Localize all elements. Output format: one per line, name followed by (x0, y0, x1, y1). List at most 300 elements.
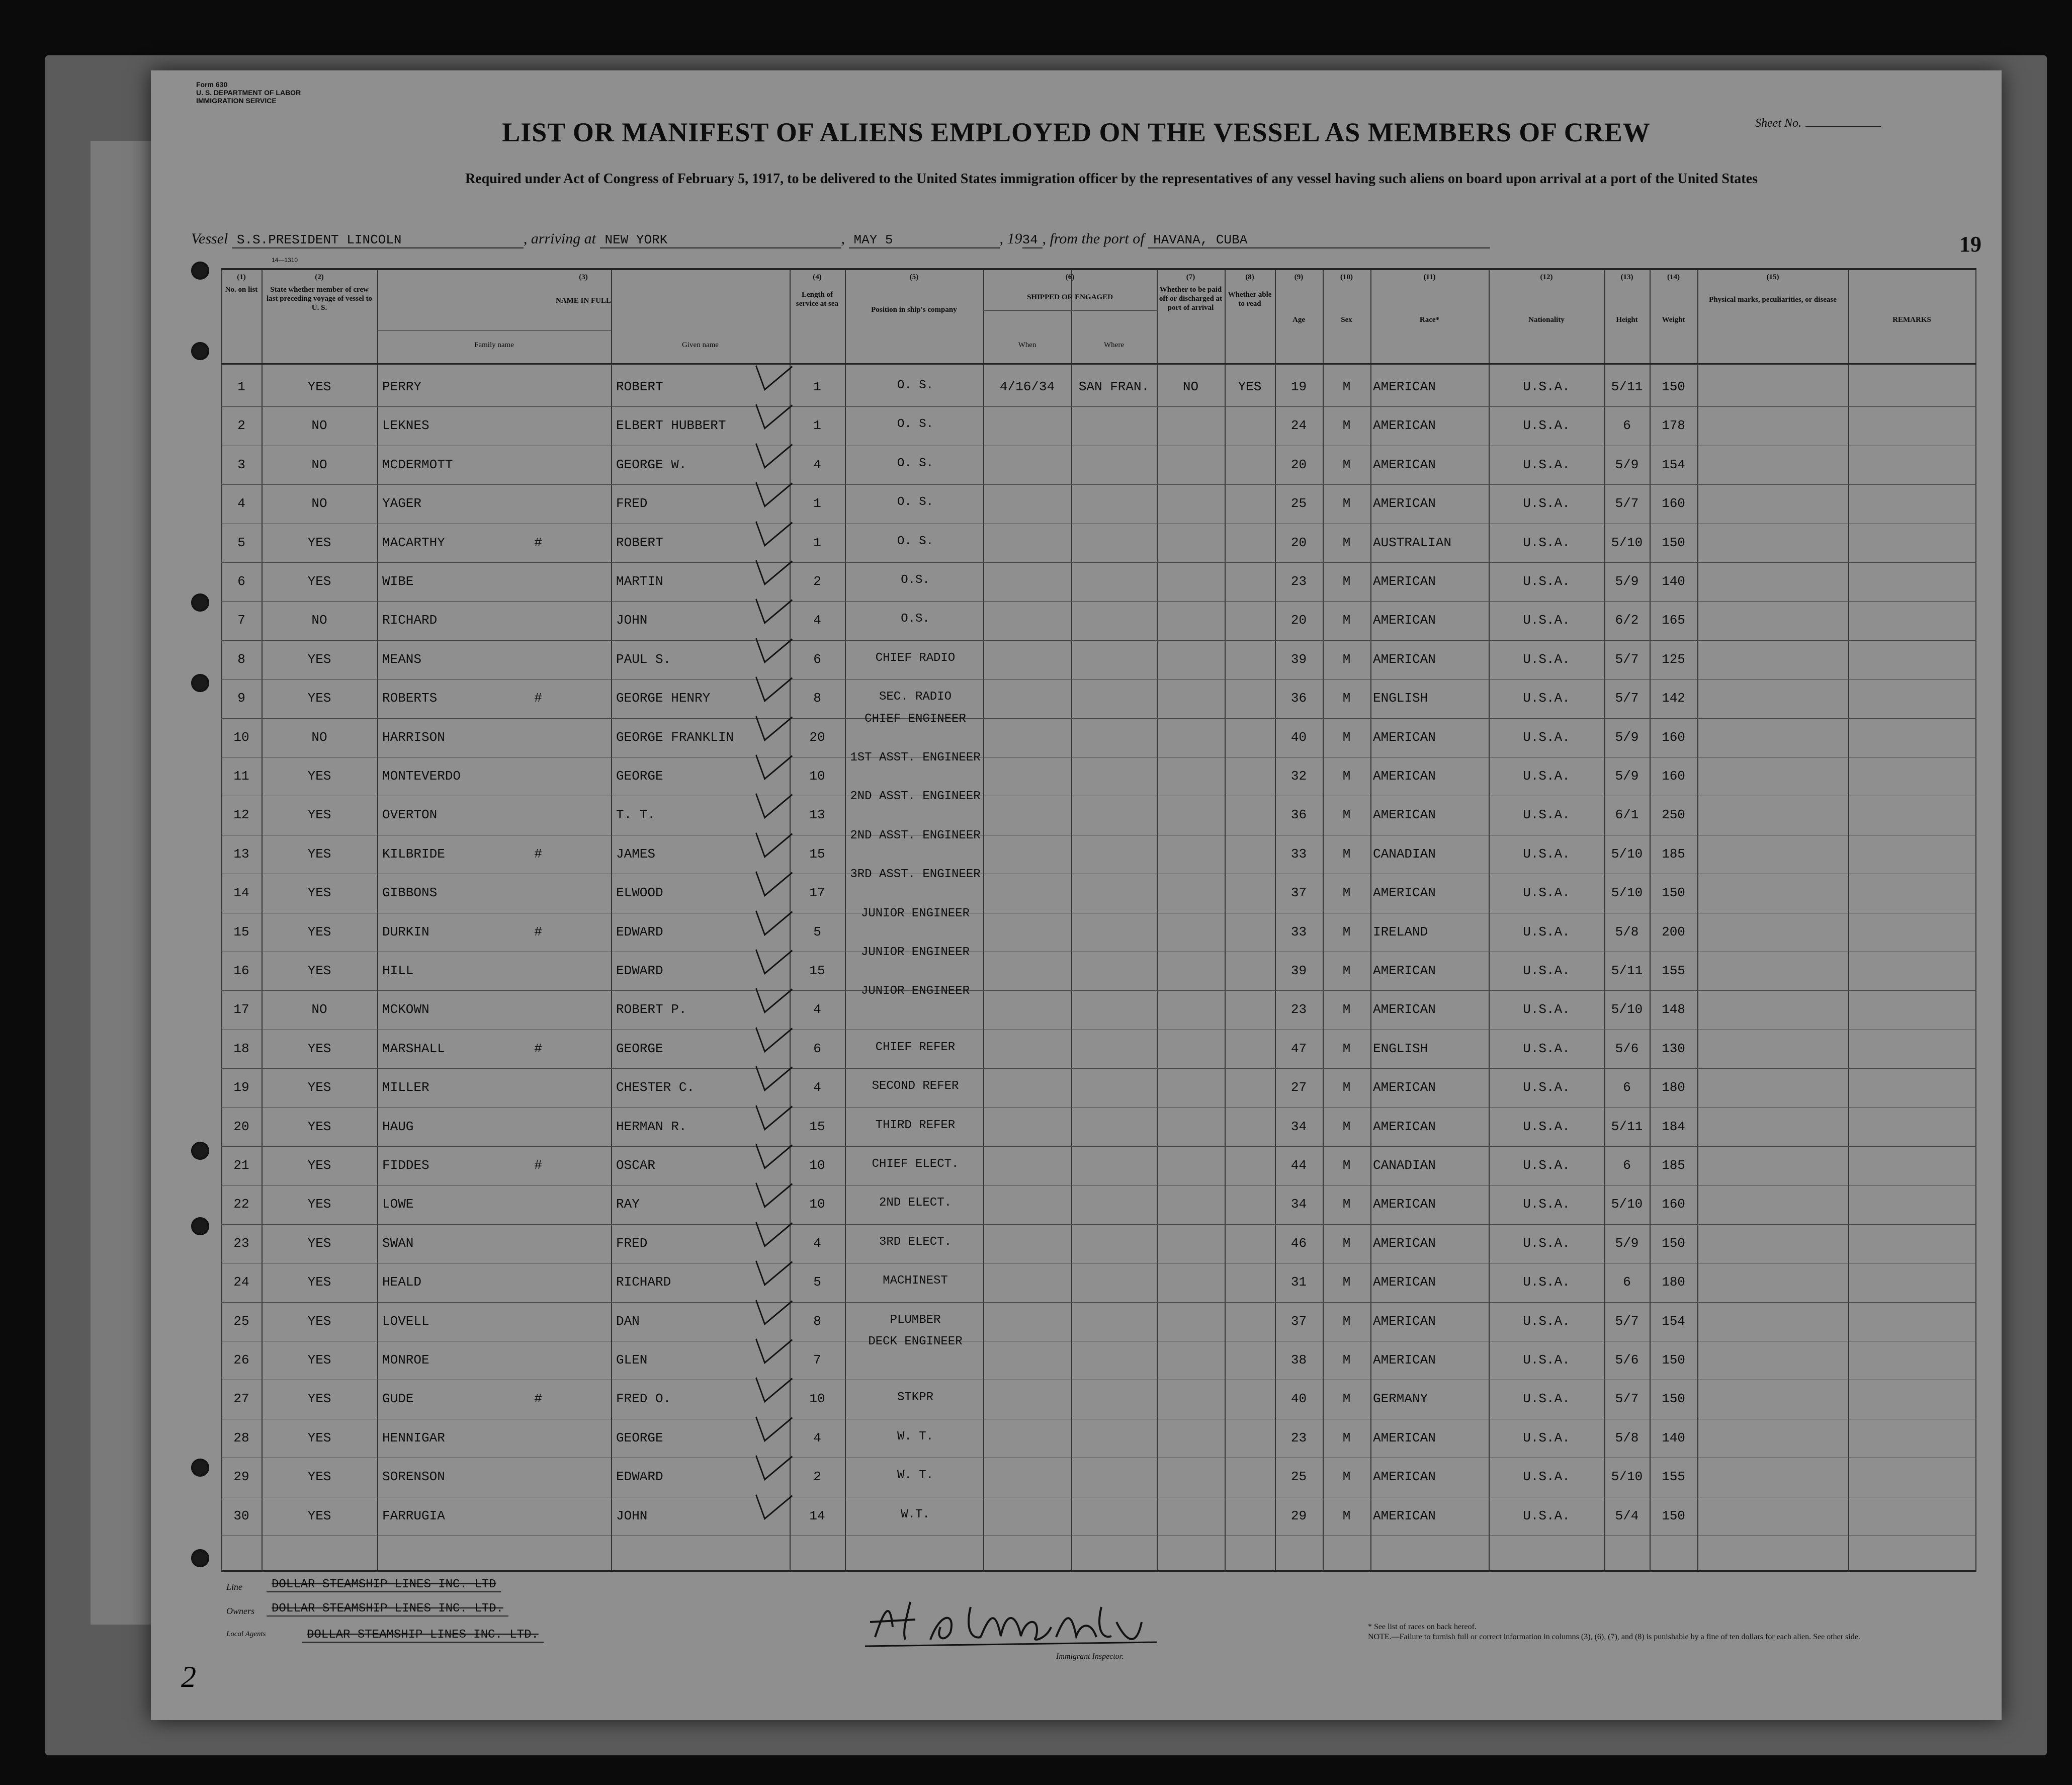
row-age: 23 (1290, 574, 1307, 589)
row-previous-voyage: YES (307, 651, 331, 667)
row-length-of-service: 1 (813, 379, 821, 394)
row-sex: M (1342, 807, 1351, 823)
row-height: 5/10 (1611, 535, 1643, 550)
row-position: SECOND REFER (872, 1079, 959, 1093)
row-race: AMERICAN (1373, 1430, 1436, 1446)
row-given-name: DAN (616, 1313, 640, 1329)
agents-label: Local Agents (226, 1630, 266, 1638)
row-weight: 180 (1662, 1080, 1685, 1095)
row-race: AMERICAN (1373, 1002, 1436, 1017)
row-nationality: U.S.A. (1523, 1352, 1570, 1368)
row-family-name: OVERTON (382, 807, 438, 823)
table-row (221, 751, 1976, 796)
row-position: W. T. (897, 1429, 933, 1443)
row-position: JUNIOR ENGINEER (860, 946, 970, 959)
row-sex: M (1342, 418, 1351, 434)
sheet-number: 19 (1959, 232, 1981, 257)
pencil-page-mark: 2 (181, 1660, 196, 1693)
row-position: DECK ENGINEER (868, 1335, 963, 1348)
row-length-of-service: 10 (809, 769, 825, 784)
row-position: O. S. (897, 379, 933, 392)
row-given-name: GLEN (616, 1352, 648, 1368)
row-age: 47 (1290, 1041, 1307, 1056)
row-age: 46 (1290, 1235, 1307, 1251)
table-row (221, 1497, 1976, 1536)
row-number: 11 (233, 769, 249, 784)
table-row (221, 790, 1976, 835)
year-prefix: 19 (1007, 230, 1022, 247)
form-identifier (196, 80, 301, 105)
row-previous-voyage: NO (311, 1002, 327, 1017)
line-value: DOLLAR STEAMSHIP LINES INC. LTD (267, 1578, 501, 1592)
row-weight: 130 (1662, 1041, 1685, 1056)
row-shipped-where: SAN FRAN. (1078, 379, 1150, 394)
table-row (221, 563, 1976, 602)
row-family-name: MILLER (382, 1080, 429, 1095)
row-height: 5/9 (1615, 457, 1639, 472)
row-age: 19 (1290, 379, 1307, 394)
row-height: 6 (1623, 1274, 1631, 1290)
row-nationality: U.S.A. (1523, 574, 1570, 589)
row-length-of-service: 5 (813, 1274, 821, 1290)
agents-value: DOLLAR STEAMSHIP LINES INC. LTD. (302, 1628, 544, 1643)
line-label: Line (226, 1582, 243, 1592)
row-family-name: ROBERTS (382, 691, 438, 706)
row-position: PLUMBER (890, 1313, 941, 1327)
col-13-number: (13) (1620, 273, 1633, 281)
table-row (221, 1263, 1976, 1302)
inspector-signature (855, 1592, 1167, 1652)
row-position: 2ND ASST. ENGINEER (850, 828, 981, 842)
row-mark: # (534, 535, 542, 550)
row-position: THIRD REFER (875, 1118, 956, 1132)
row-family-name: GUDE (382, 1391, 414, 1407)
row-previous-voyage: YES (307, 691, 331, 706)
row-age: 31 (1290, 1274, 1307, 1290)
row-family-name: HENNIGAR (382, 1430, 445, 1446)
row-family-name: HEALD (382, 1274, 422, 1290)
row-weight: 178 (1662, 418, 1685, 434)
row-paid-off: NO (1182, 379, 1199, 394)
col-weight: Weight (1662, 316, 1685, 324)
row-given-name: RICHARD (616, 1274, 671, 1290)
row-nationality: U.S.A. (1523, 1041, 1570, 1056)
row-given-name: ROBERT (616, 535, 663, 550)
row-sex: M (1342, 1430, 1351, 1446)
row-number: 9 (237, 691, 245, 706)
col-previous-voyage: State whether member of crew last preceding voyage of vessel to U. S. (266, 286, 373, 312)
row-weight: 180 (1662, 1274, 1685, 1290)
row-sex: M (1342, 1041, 1351, 1056)
row-number: 29 (233, 1469, 249, 1485)
manifest-footer (151, 1572, 2002, 1718)
table-row (221, 1225, 1976, 1263)
row-age: 40 (1290, 729, 1307, 745)
row-nationality: U.S.A. (1523, 1508, 1570, 1523)
row-nationality: U.S.A. (1523, 1158, 1570, 1173)
row-height: 6 (1623, 1158, 1631, 1173)
binder-hole (191, 1217, 209, 1235)
vessel-label: Vessel (191, 230, 228, 247)
row-position: CHIEF ELECT. (872, 1157, 959, 1171)
row-previous-voyage: NO (311, 496, 327, 512)
row-family-name: LOWE (382, 1197, 414, 1212)
col-family-name: Family name (474, 341, 514, 349)
col-12-number: (12) (1540, 273, 1553, 281)
row-previous-voyage: YES (307, 1352, 331, 1368)
row-family-name: YAGER (382, 496, 422, 512)
row-given-name: OSCAR (616, 1158, 656, 1173)
row-race: IRELAND (1373, 924, 1428, 940)
row-weight: 160 (1662, 729, 1685, 745)
row-height: 5/7 (1615, 496, 1639, 512)
row-weight: 200 (1662, 924, 1685, 940)
row-mark: # (534, 1041, 542, 1056)
row-height: 5/7 (1615, 1313, 1639, 1329)
row-height: 5/10 (1611, 1002, 1643, 1017)
row-race: AMERICAN (1373, 807, 1436, 823)
row-number: 5 (237, 535, 245, 550)
row-nationality: U.S.A. (1523, 963, 1570, 978)
row-mark: # (534, 1391, 542, 1407)
binder-hole (191, 1549, 209, 1567)
row-given-name: ROBERT P. (616, 1002, 687, 1017)
row-number: 3 (237, 457, 245, 472)
table-row (221, 984, 1976, 1030)
row-length-of-service: 10 (809, 1197, 825, 1212)
row-previous-voyage: YES (307, 769, 331, 784)
row-sex: M (1342, 885, 1351, 901)
row-weight: 150 (1662, 1235, 1685, 1251)
row-nationality: U.S.A. (1523, 651, 1570, 667)
row-mark: # (534, 691, 542, 706)
row-weight: 150 (1662, 535, 1685, 550)
inspector-label: Immigrant Inspector. (1056, 1652, 1124, 1661)
row-age: 44 (1290, 1158, 1307, 1173)
row-nationality: U.S.A. (1523, 1235, 1570, 1251)
form-number: Form 630 (196, 80, 228, 89)
row-number: 2 (237, 418, 245, 434)
row-nationality: U.S.A. (1523, 691, 1570, 706)
col-shipped-where: Where (1104, 341, 1124, 349)
row-height: 6/2 (1615, 613, 1639, 628)
row-previous-voyage: YES (307, 1391, 331, 1407)
row-length-of-service: 13 (809, 807, 825, 823)
table-row (221, 679, 1976, 718)
row-number: 16 (233, 963, 249, 978)
row-height: 5/6 (1615, 1041, 1639, 1056)
row-length-of-service: 20 (809, 729, 825, 745)
row-nationality: U.S.A. (1523, 1080, 1570, 1095)
row-height: 5/7 (1615, 1391, 1639, 1407)
row-previous-voyage: YES (307, 379, 331, 394)
row-length-of-service: 4 (813, 613, 821, 628)
row-race: CANADIAN (1373, 1158, 1436, 1173)
row-sex: M (1342, 535, 1351, 550)
row-position: 3RD ASST. ENGINEER (850, 868, 981, 882)
row-position: JUNIOR ENGINEER (860, 906, 970, 920)
row-weight: 185 (1662, 846, 1685, 862)
row-length-of-service: 2 (813, 574, 821, 589)
row-number: 25 (233, 1313, 249, 1329)
row-weight: 155 (1662, 963, 1685, 978)
row-previous-voyage: YES (307, 1430, 331, 1446)
footer-notes (1368, 1622, 1871, 1642)
row-family-name: FIDDES (382, 1158, 429, 1173)
row-family-name: MCKOWN (382, 1002, 429, 1017)
table-row (221, 485, 1976, 524)
col-remarks: REMARKS (1892, 316, 1931, 324)
row-sex: M (1342, 691, 1351, 706)
row-race: ENGLISH (1373, 1041, 1428, 1056)
row-weight: 250 (1662, 807, 1685, 823)
row-number: 15 (233, 924, 249, 940)
col-height: Height (1616, 316, 1638, 324)
row-sex: M (1342, 1313, 1351, 1329)
col-paid-off: Whether to be paid off or discharged at port of arrival (1159, 286, 1223, 312)
row-family-name: GIBBONS (382, 885, 438, 901)
row-age: 36 (1290, 807, 1307, 823)
row-family-name: MACARTHY (382, 535, 445, 550)
sheet-no-label: Sheet No. (1755, 117, 1801, 130)
row-given-name: RAY (616, 1197, 640, 1212)
row-weight: 185 (1662, 1158, 1685, 1173)
row-age: 38 (1290, 1352, 1307, 1368)
table-row (221, 906, 1976, 952)
row-weight: 160 (1662, 769, 1685, 784)
arriving-label: arriving at (531, 230, 596, 247)
row-age: 34 (1290, 1119, 1307, 1134)
row-age: 20 (1290, 613, 1307, 628)
row-given-name: GEORGE (616, 1430, 663, 1446)
row-sex: M (1342, 1235, 1351, 1251)
col-physical-marks: Physical marks, peculiarities, or disease (1709, 296, 1837, 304)
row-family-name: RICHARD (382, 613, 438, 628)
row-position: CHIEF RADIO (875, 651, 956, 665)
row-number: 24 (233, 1274, 249, 1290)
row-previous-voyage: YES (307, 1313, 331, 1329)
row-mark: # (534, 1158, 542, 1173)
row-given-name: GEORGE W. (616, 457, 687, 472)
row-length-of-service: 10 (809, 1391, 825, 1407)
col-shipped-or-engaged: SHIPPED OR ENGAGED (1027, 293, 1113, 301)
row-given-name: GEORGE FRANKLIN (616, 729, 734, 745)
col-9-number: (9) (1294, 273, 1304, 281)
table-row (221, 368, 1976, 407)
races-note: * See list of races on back hereof. (1368, 1623, 1477, 1631)
col-15-number: (15) (1766, 273, 1779, 281)
row-previous-voyage: YES (307, 963, 331, 978)
row-weight: 125 (1662, 651, 1685, 667)
row-sex: M (1342, 1469, 1351, 1485)
row-height: 5/8 (1615, 924, 1639, 940)
col-race: Race* (1419, 316, 1440, 324)
row-height: 5/11 (1611, 1119, 1643, 1134)
row-sex: M (1342, 963, 1351, 978)
table-row (221, 602, 1976, 640)
row-length-of-service: 1 (813, 496, 821, 512)
penalty-note: NOTE.—Failure to furnish full or correct information in columns (3), (6), (7), and (8) is punishable by a fine of ten dollars for each alien. See other side. (1368, 1633, 1860, 1641)
row-number: 18 (233, 1041, 249, 1056)
row-family-name: DURKIN (382, 924, 429, 940)
row-previous-voyage: YES (307, 574, 331, 589)
row-given-name: MARTIN (616, 574, 663, 589)
row-given-name: HERMAN R. (616, 1119, 687, 1134)
row-number: 28 (233, 1430, 249, 1446)
row-length-of-service: 6 (813, 651, 821, 667)
row-given-name: FRED (616, 1235, 648, 1251)
row-family-name: MCDERMOTT (382, 457, 453, 472)
row-position: CHIEF ENGINEER (865, 712, 966, 726)
row-sex: M (1342, 1352, 1351, 1368)
col-8-number: (8) (1245, 273, 1254, 281)
manifest-title: LIST OR MANIFEST OF ALIENS EMPLOYED ON THE VESSEL AS MEMBERS OF CREW (502, 117, 1651, 147)
row-previous-voyage: YES (307, 885, 331, 901)
binder-hole (191, 1459, 209, 1477)
row-length-of-service: 10 (809, 1158, 825, 1173)
row-nationality: U.S.A. (1523, 613, 1570, 628)
row-mark: # (534, 846, 542, 862)
row-height: 5/9 (1615, 769, 1639, 784)
table-row (221, 1108, 1976, 1147)
col-given-name: Given name (682, 341, 719, 349)
table-row (221, 1303, 1976, 1341)
row-given-name: EDWARD (616, 1469, 663, 1485)
row-height: 5/7 (1615, 651, 1639, 667)
col-4-number: (4) (813, 273, 822, 281)
row-nationality: U.S.A. (1523, 729, 1570, 745)
binder-hole (191, 342, 209, 360)
row-weight: 150 (1662, 379, 1685, 394)
row-weight: 155 (1662, 1469, 1685, 1485)
table-row (221, 1069, 1976, 1108)
col-age: Age (1292, 316, 1305, 324)
col-length-of-service: Length of service at sea (796, 291, 839, 308)
row-sex: M (1342, 1080, 1351, 1095)
row-weight: 150 (1662, 1508, 1685, 1523)
col-6-number: (6) (1065, 273, 1075, 281)
row-length-of-service: 4 (813, 1430, 821, 1446)
vessel-name: S.S.PRESIDENT LINCOLN (232, 232, 524, 248)
row-position: SEC. RADIO (879, 690, 952, 704)
row-family-name: WIBE (382, 574, 414, 589)
row-position: 2ND ELECT. (879, 1196, 952, 1210)
row-weight: 150 (1662, 885, 1685, 901)
row-previous-voyage: YES (307, 1197, 331, 1212)
row-nationality: U.S.A. (1523, 1391, 1570, 1407)
row-number: 21 (233, 1158, 249, 1173)
row-position: O.S. (901, 612, 930, 626)
row-previous-voyage: YES (307, 924, 331, 940)
row-length-of-service: 15 (809, 963, 825, 978)
row-shipped-when: 4/16/34 (999, 379, 1055, 394)
row-previous-voyage: YES (307, 1274, 331, 1290)
row-sex: M (1342, 1119, 1351, 1134)
row-length-of-service: 17 (809, 885, 825, 901)
row-nationality: U.S.A. (1523, 924, 1570, 940)
row-number: 26 (233, 1352, 249, 1368)
row-number: 13 (233, 846, 249, 862)
table-row (221, 1419, 1976, 1458)
row-previous-voyage: YES (307, 1469, 331, 1485)
table-row (221, 1380, 1976, 1419)
row-nationality: U.S.A. (1523, 1469, 1570, 1485)
owners-value: DOLLAR STEAMSHIP LINES INC. LTD. (267, 1602, 508, 1617)
row-race: AMERICAN (1373, 1508, 1436, 1523)
col-10-number: (10) (1340, 273, 1353, 281)
col-2-number: (2) (315, 273, 324, 281)
row-sex: M (1342, 769, 1351, 784)
row-race: AMERICAN (1373, 379, 1436, 394)
row-race: AMERICAN (1373, 574, 1436, 589)
row-height: 5/4 (1615, 1508, 1639, 1523)
row-position: STKPR (897, 1391, 933, 1405)
row-given-name: GEORGE (616, 1041, 663, 1056)
row-given-name: FRED O. (616, 1391, 671, 1407)
row-age: 20 (1290, 457, 1307, 472)
row-race: GERMANY (1373, 1391, 1428, 1407)
row-family-name: FARRUGIA (382, 1508, 445, 1523)
row-family-name: SORENSON (382, 1469, 445, 1485)
row-height: 5/6 (1615, 1352, 1639, 1368)
row-given-name: CHESTER C. (616, 1080, 695, 1095)
row-weight: 184 (1662, 1119, 1685, 1134)
col-position: Position in ship's company (871, 306, 957, 314)
row-given-name: EDWARD (616, 963, 663, 978)
row-age: 24 (1290, 418, 1307, 434)
row-race: AMERICAN (1373, 496, 1436, 512)
row-number: 1 (237, 379, 245, 394)
row-sex: M (1342, 457, 1351, 472)
binder-hole (191, 262, 209, 280)
row-position: 2ND ASST. ENGINEER (850, 790, 981, 804)
row-length-of-service: 4 (813, 1235, 821, 1251)
row-previous-voyage: YES (307, 1508, 331, 1523)
row-race: AMERICAN (1373, 1469, 1436, 1485)
row-race: CANADIAN (1373, 846, 1436, 862)
row-weight: 148 (1662, 1002, 1685, 1017)
row-race: AMERICAN (1373, 1119, 1436, 1134)
row-age: 33 (1290, 846, 1307, 862)
row-nationality: U.S.A. (1523, 379, 1570, 394)
row-family-name: MEANS (382, 651, 422, 667)
row-number: 10 (233, 729, 249, 745)
row-family-name: MARSHALL (382, 1041, 445, 1056)
row-previous-voyage: YES (307, 1080, 331, 1095)
row-weight: 142 (1662, 691, 1685, 706)
row-age: 25 (1290, 496, 1307, 512)
row-previous-voyage: NO (311, 418, 327, 434)
col-1-number: (1) (237, 273, 246, 281)
row-race: AMERICAN (1373, 729, 1436, 745)
row-position: O. S. (897, 534, 933, 548)
row-mark: # (534, 924, 542, 940)
row-previous-voyage: YES (307, 1158, 331, 1173)
col-3-number: (3) (579, 273, 588, 281)
col-name-in-full: NAME IN FULL (555, 297, 611, 305)
row-race: AMERICAN (1373, 1274, 1436, 1290)
table-row (221, 1147, 1976, 1185)
row-age: 39 (1290, 963, 1307, 978)
row-race: AMERICAN (1373, 651, 1436, 667)
crew-table (221, 268, 1976, 1572)
row-previous-voyage: NO (311, 729, 327, 745)
row-length-of-service: 1 (813, 418, 821, 434)
row-weight: 160 (1662, 496, 1685, 512)
table-row (221, 1185, 1976, 1224)
row-number: 23 (233, 1235, 249, 1251)
row-position: O. S. (897, 456, 933, 470)
